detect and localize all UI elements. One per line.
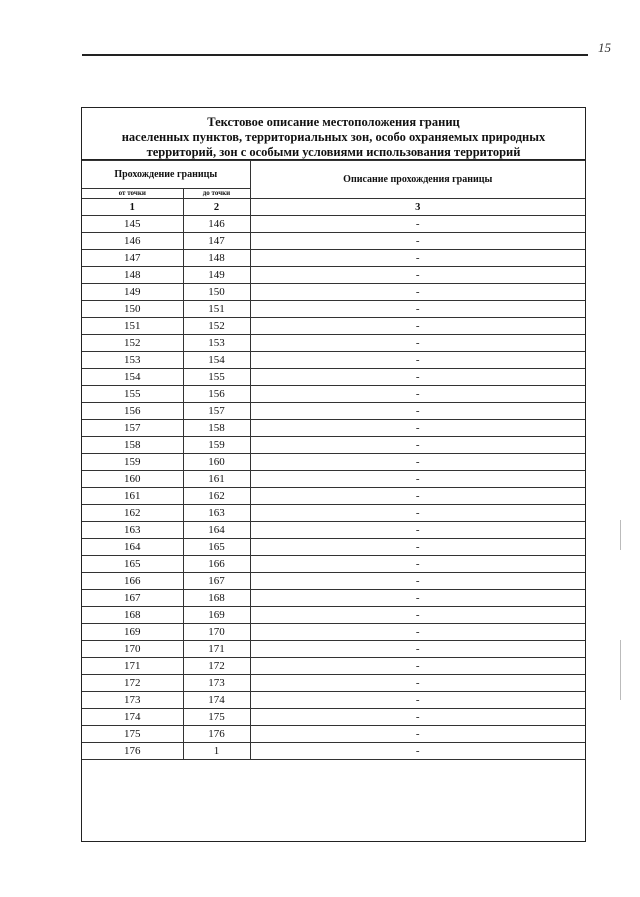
cell-to: 166: [183, 556, 250, 573]
cell-from: 171: [82, 658, 183, 675]
table-row: [82, 420, 585, 437]
cell-desc: -: [250, 471, 585, 488]
table-row: [82, 743, 585, 760]
document-title: [82, 108, 585, 160]
cell-to: 164: [183, 522, 250, 539]
cell-to: 147: [183, 233, 250, 250]
header-description: Описание прохождения границы: [250, 161, 585, 199]
cell-desc: -: [250, 505, 585, 522]
cell-to: 167: [183, 573, 250, 590]
cell-from: 152: [82, 335, 183, 352]
cell-from: 170: [82, 641, 183, 658]
cell-from: 175: [82, 726, 183, 743]
cell-desc: -: [250, 675, 585, 692]
table-row: [82, 590, 585, 607]
cell-from: 145: [82, 216, 183, 233]
table-row: [82, 267, 585, 284]
table-row: [82, 318, 585, 335]
table-row: [82, 250, 585, 267]
table-row: [82, 573, 585, 590]
scan-edge-mark: [620, 640, 621, 700]
header-col-3: 3: [250, 199, 585, 216]
table-row: [82, 437, 585, 454]
cell-desc: -: [250, 573, 585, 590]
table-row: [82, 284, 585, 301]
cell-to: 156: [183, 386, 250, 403]
cell-from: 166: [82, 573, 183, 590]
cell-to: 155: [183, 369, 250, 386]
cell-desc: -: [250, 437, 585, 454]
cell-to: 151: [183, 301, 250, 318]
cell-to: 176: [183, 726, 250, 743]
cell-desc: -: [250, 454, 585, 471]
header-passage: Прохождение границы: [82, 161, 250, 189]
cell-desc: -: [250, 556, 585, 573]
document-frame: [81, 107, 586, 842]
cell-from: 168: [82, 607, 183, 624]
title-line-1: Текстовое описание местоположения границ: [207, 115, 460, 129]
cell-from: 172: [82, 675, 183, 692]
table-row: [82, 675, 585, 692]
cell-desc: -: [250, 403, 585, 420]
top-rule: [82, 54, 588, 56]
cell-desc: -: [250, 233, 585, 250]
cell-from: 156: [82, 403, 183, 420]
cell-desc: -: [250, 301, 585, 318]
cell-to: 158: [183, 420, 250, 437]
cell-from: 160: [82, 471, 183, 488]
cell-to: 148: [183, 250, 250, 267]
cell-to: 168: [183, 590, 250, 607]
cell-desc: -: [250, 709, 585, 726]
cell-to: 1: [183, 743, 250, 760]
cell-desc: -: [250, 522, 585, 539]
cell-from: 150: [82, 301, 183, 318]
cell-to: 161: [183, 471, 250, 488]
table-row: [82, 709, 585, 726]
table-row: [82, 607, 585, 624]
cell-to: 163: [183, 505, 250, 522]
cell-to: 153: [183, 335, 250, 352]
cell-from: 157: [82, 420, 183, 437]
boundary-table: [82, 160, 585, 760]
cell-desc: -: [250, 386, 585, 403]
cell-from: 158: [82, 437, 183, 454]
cell-to: 146: [183, 216, 250, 233]
table-row: [82, 488, 585, 505]
cell-to: 169: [183, 607, 250, 624]
cell-desc: -: [250, 726, 585, 743]
cell-to: 170: [183, 624, 250, 641]
cell-from: 176: [82, 743, 183, 760]
cell-from: 164: [82, 539, 183, 556]
cell-desc: -: [250, 420, 585, 437]
cell-from: 169: [82, 624, 183, 641]
cell-from: 154: [82, 369, 183, 386]
cell-to: 165: [183, 539, 250, 556]
table-row: [82, 301, 585, 318]
table-row: [82, 369, 585, 386]
table-body: [82, 216, 585, 760]
cell-to: 173: [183, 675, 250, 692]
header-col-1: 1: [82, 199, 183, 216]
cell-desc: -: [250, 743, 585, 760]
table-row: [82, 726, 585, 743]
cell-from: 163: [82, 522, 183, 539]
cell-desc: -: [250, 369, 585, 386]
cell-to: 171: [183, 641, 250, 658]
header-to-point: до точки: [183, 189, 250, 199]
table-row: [82, 454, 585, 471]
cell-from: 151: [82, 318, 183, 335]
page-number: 15: [598, 40, 611, 55]
cell-desc: -: [250, 692, 585, 709]
cell-from: 165: [82, 556, 183, 573]
cell-from: 148: [82, 267, 183, 284]
cell-desc: -: [250, 590, 585, 607]
table-row: [82, 641, 585, 658]
cell-from: 146: [82, 233, 183, 250]
cell-to: 174: [183, 692, 250, 709]
table-row: [82, 539, 585, 556]
cell-to: 154: [183, 352, 250, 369]
cell-from: 174: [82, 709, 183, 726]
cell-desc: -: [250, 284, 585, 301]
scan-edge-mark: [620, 520, 621, 550]
cell-to: 150: [183, 284, 250, 301]
cell-from: 161: [82, 488, 183, 505]
title-line-2: населенных пунктов, территориальных зон, особо охраняемых природных: [121, 130, 546, 144]
cell-desc: -: [250, 216, 585, 233]
table-row: [82, 658, 585, 675]
table-row: [82, 335, 585, 352]
cell-from: 159: [82, 454, 183, 471]
table-row: [82, 352, 585, 369]
table-row: [82, 624, 585, 641]
cell-desc: -: [250, 539, 585, 556]
cell-desc: -: [250, 641, 585, 658]
cell-to: 149: [183, 267, 250, 284]
table-row: [82, 403, 585, 420]
cell-desc: -: [250, 318, 585, 335]
cell-from: 173: [82, 692, 183, 709]
table-row: [82, 471, 585, 488]
cell-to: 157: [183, 403, 250, 420]
cell-desc: -: [250, 250, 585, 267]
cell-to: 160: [183, 454, 250, 471]
cell-from: 167: [82, 590, 183, 607]
cell-to: 175: [183, 709, 250, 726]
table-row: [82, 505, 585, 522]
cell-desc: -: [250, 335, 585, 352]
cell-desc: -: [250, 624, 585, 641]
cell-to: 159: [183, 437, 250, 454]
cell-desc: -: [250, 658, 585, 675]
table-row: [82, 556, 585, 573]
cell-from: 147: [82, 250, 183, 267]
cell-desc: -: [250, 267, 585, 284]
cell-from: 149: [82, 284, 183, 301]
cell-desc: -: [250, 607, 585, 624]
cell-from: 155: [82, 386, 183, 403]
cell-to: 152: [183, 318, 250, 335]
cell-to: 172: [183, 658, 250, 675]
table-row: [82, 233, 585, 250]
header-from-point: от точки: [82, 189, 183, 199]
table-row: [82, 692, 585, 709]
cell-to: 162: [183, 488, 250, 505]
cell-from: 153: [82, 352, 183, 369]
table-row: [82, 386, 585, 403]
table-row: [82, 522, 585, 539]
cell-desc: -: [250, 488, 585, 505]
table-row: [82, 216, 585, 233]
cell-desc: -: [250, 352, 585, 369]
cell-from: 162: [82, 505, 183, 522]
header-col-2: 2: [183, 199, 250, 216]
title-line-3: территорий, зон с особыми условиями использования территорий: [146, 145, 521, 159]
